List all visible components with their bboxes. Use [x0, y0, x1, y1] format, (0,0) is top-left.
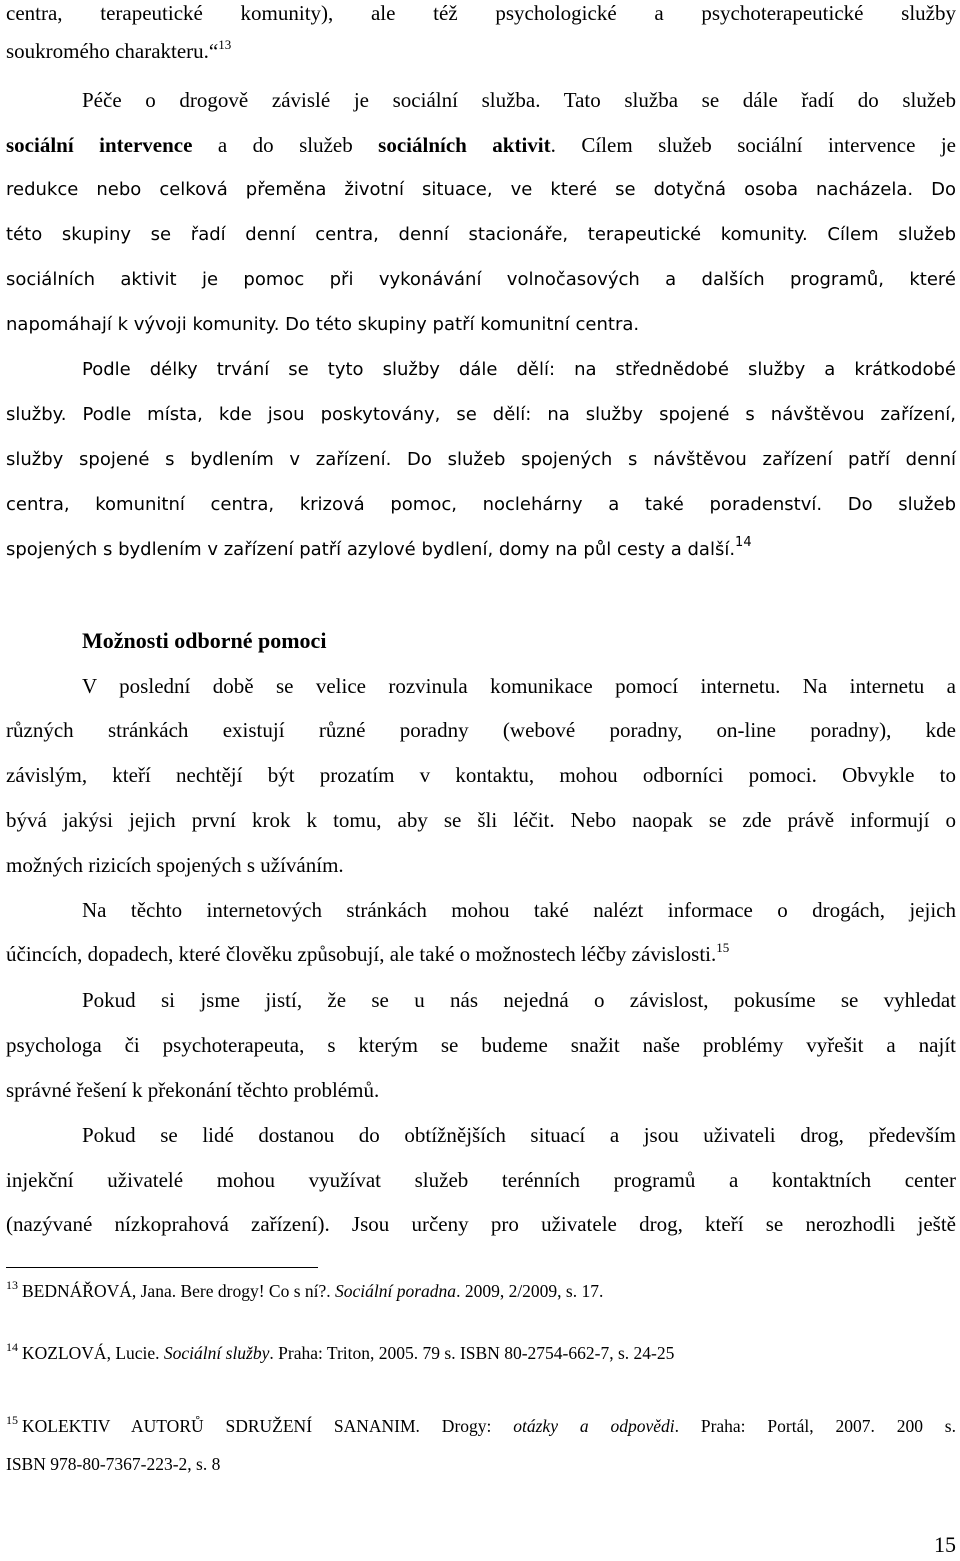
section-line: Pokud si jsme jistí, že se u nás nejedná o závislost, pokusíme se vyhledat: [82, 988, 956, 1012]
body-line: centra, terapeutické komunity), ale též psychologické a psychoterapeutické služby: [6, 1, 956, 25]
section-line: Na těchto internetových stránkách mohou také nalézt informace o drogách, jejich: [82, 898, 956, 922]
section-line: závislým, kteří nechtějí být prozatím v kontaktu, mohou odborníci pomoci. Obvykle to: [6, 763, 956, 787]
section-line: (nazývané nízkoprahová zařízení). Jsou určeny pro uživatele drog, kteří se nerozhodli ještě: [6, 1212, 956, 1236]
body-line: Podle délky trvání se tyto služby dále dělí: na střednědobé služby a krátkodobé: [82, 359, 956, 380]
section-line: V poslední době se velice rozvinula komunikace pomocí internetu. Na internetu a: [82, 674, 956, 698]
section-line: injekční uživatelé mohou využívat služeb terénních programů a kontaktních center: [6, 1168, 956, 1192]
section-line: různých stránkách existují různé poradny (webové poradny, on-line poradny), kde: [6, 718, 956, 742]
section-line: bývá jakýsi jejich první krok k tomu, aby se šli léčit. Nebo naopak se zde právě informují o: [6, 808, 956, 832]
body-line: Péče o drogově závislé je sociální služba. Tato služba se dále řadí do služeb: [82, 88, 956, 112]
footnote-ref: 13: [218, 37, 232, 52]
section-line: možných rizicích spojených s užíváním.: [6, 853, 344, 877]
body-line: centra, komunitní centra, krizová pomoc, noclehárny a také poradenství. Do služeb: [6, 494, 956, 515]
footnote: $^{14}$ KOZLOVÁ, Lucie. Sociální služby. Praha: Triton, 2005. 79 s. ISBN 80-2754-662-7, s. 24-25: [6, 1340, 675, 1363]
page-number: 15: [934, 1532, 956, 1557]
footnote-ref: 14: [735, 535, 752, 550]
body-line: této skupiny se řadí denní centra, denní stacionáře, terapeutické komunity. Cílem služeb: [6, 224, 956, 245]
bold-term: sociálních aktivit: [378, 133, 551, 157]
body-line: napomáhají k vývoji komunity. Do této skupiny patří komunitní centra.: [6, 314, 640, 335]
section-heading: Možnosti odborné pomoci: [82, 628, 327, 653]
body-line: sociální intervence a do služeb sociálních aktivit. Cílem služeb sociální intervence je: [6, 133, 957, 157]
body-line: sociálních aktivit je pomoc při vykonávání volnočasových a dalších programů, které: [6, 269, 956, 290]
footnote-ref: 15: [716, 940, 730, 955]
footnote-separator: [6, 1267, 318, 1268]
footnote: $^{13}$ BEDNÁŘOVÁ, Jana. Bere drogy! Co s ní?. Sociální poradna. 2009, 2/2009, s. 17.: [6, 1278, 604, 1301]
body-line: služby spojené s bydlením v zařízení. Do služeb spojených s návštěvou zařízení patří denní: [6, 449, 956, 470]
body-line: redukce nebo celková přeměna životní situace, ve které se dotyčná osoba nacházela. Do: [6, 179, 956, 200]
body-line: spojených s bydlením v zařízení patří azylové bydlení, domy na půl cesty a další.$^{14}$: [6, 535, 752, 560]
footnote: $^{15}$ KOLEKTIV AUTORŮ SDRUŽENÍ SANANIM. Drogy: otázky a odpovědi. Praha: Portál, 2007. 200 s.: [6, 1413, 956, 1436]
footnote-continuation: ISBN 978-80-7367-223-2, s. 8: [6, 1454, 221, 1474]
section-line: Pokud se lidé dostanou do obtížnějších situací a jsou uživateli drog, především: [82, 1123, 956, 1147]
bold-term: sociální intervence: [6, 133, 193, 157]
section-line: správné řešení k překonání těchto problémů.: [6, 1078, 380, 1102]
section-line: psychologa či psychoterapeuta, s kterým se budeme snažit naše problémy vyřešit a najít: [6, 1033, 956, 1057]
body-line: služby. Podle místa, kde jsou poskytovány, se dělí: na služby spojené s návštěvou zařízení,: [6, 404, 956, 425]
body-line: soukromého charakteru.“$^{13}$: [6, 37, 232, 63]
section-line: účincích, dopadech, které člověku způsobují, ale také o možnostech léčby závislosti.$^{15}$: [6, 940, 730, 966]
